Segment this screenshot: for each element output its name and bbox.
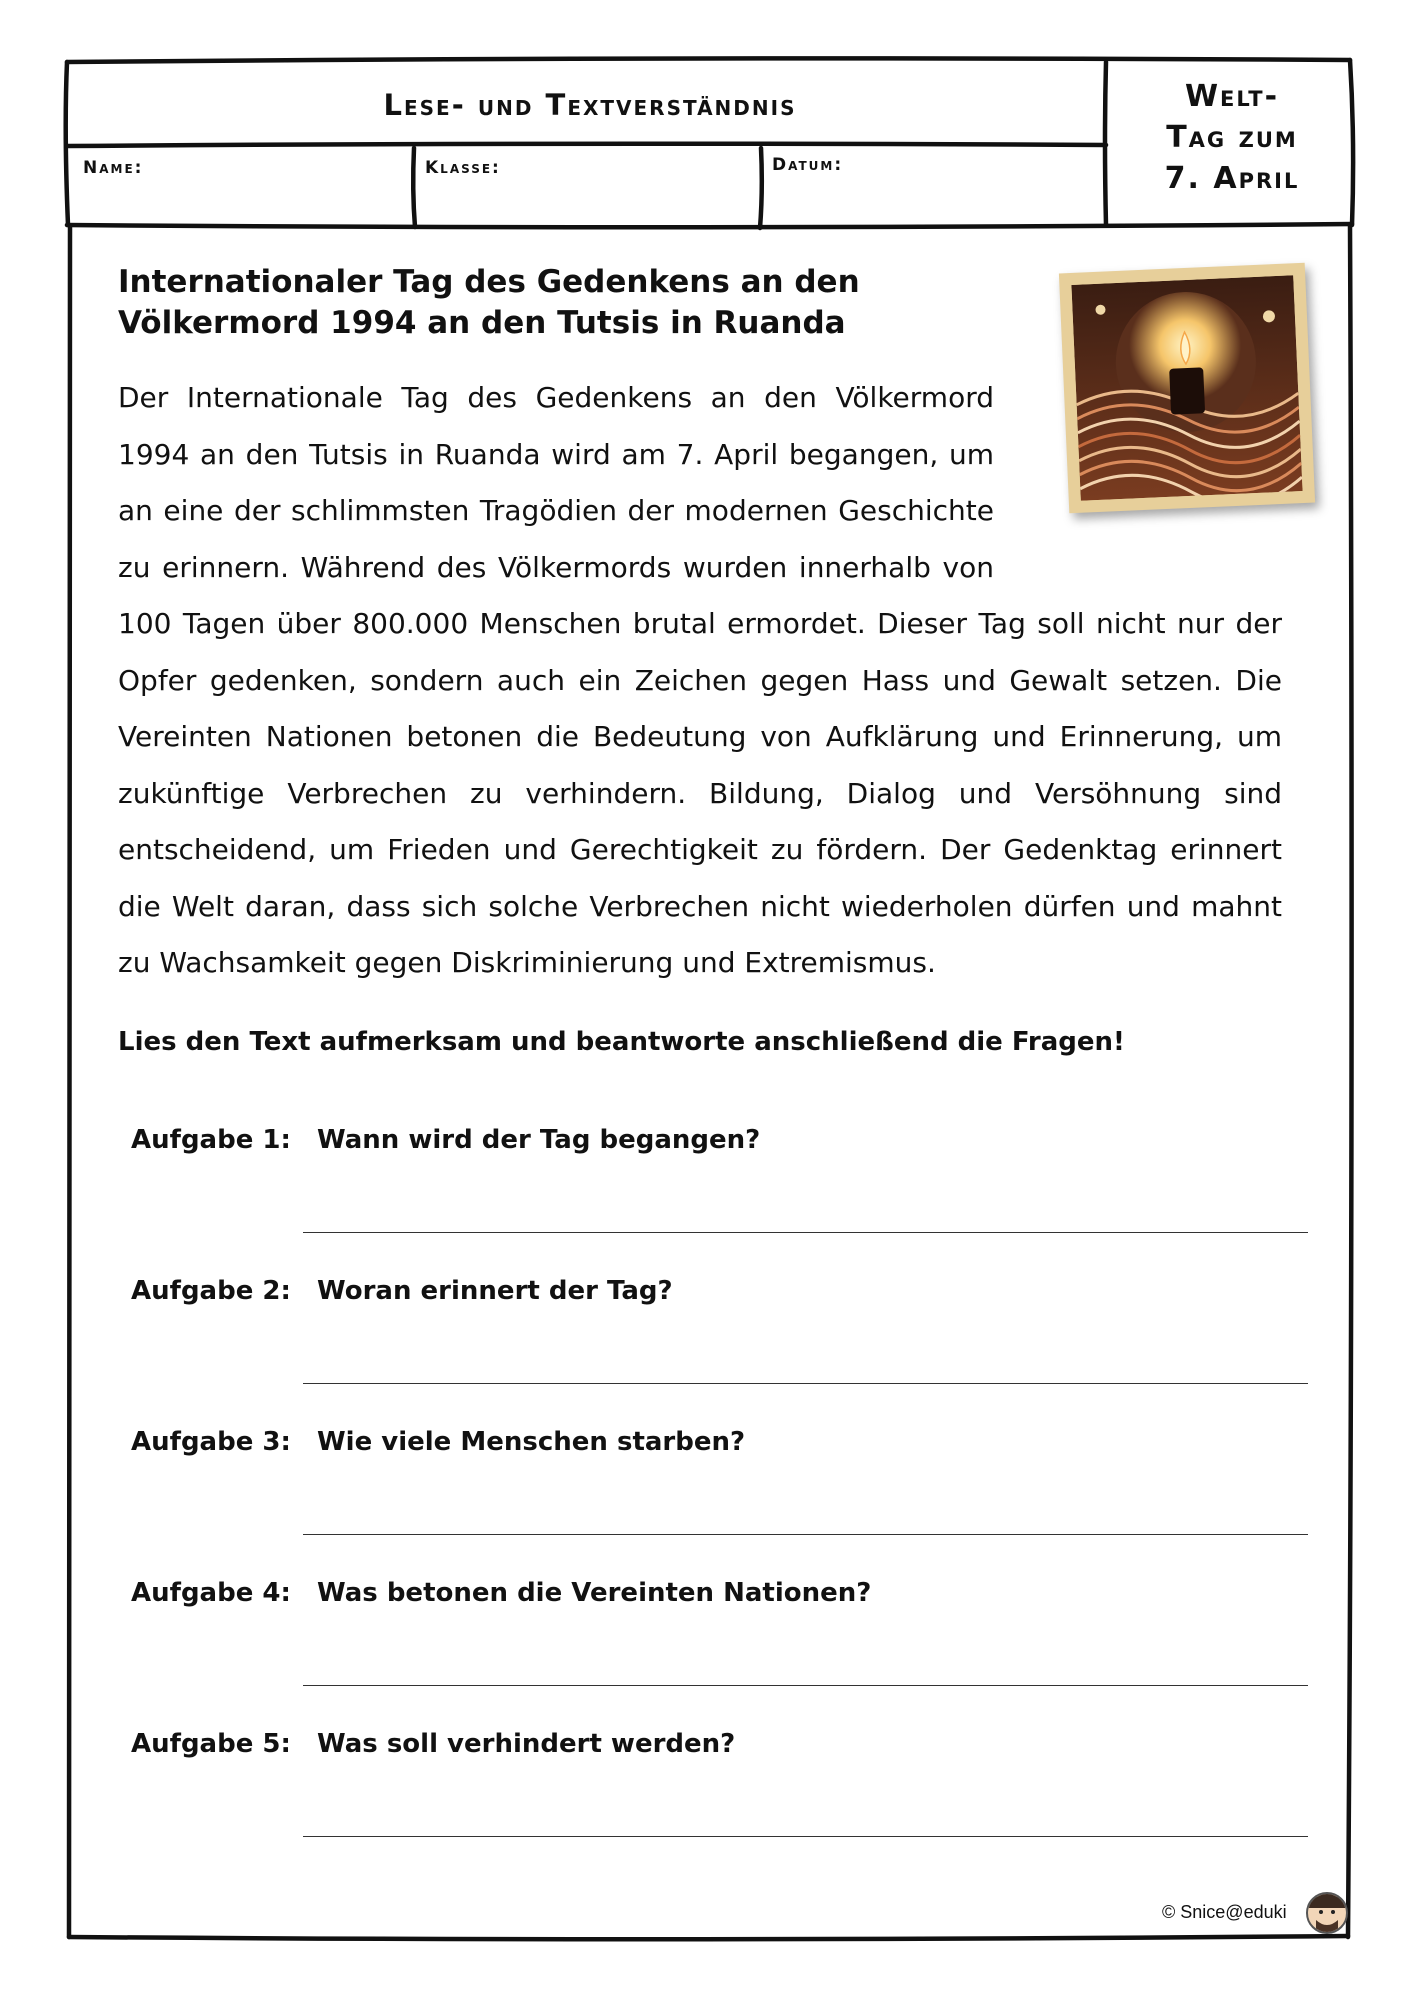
name-field-label: Name: [83,158,144,178]
task-question-1: Wann wird der Tag begangen? [317,1125,761,1155]
article-body [118,370,1282,992]
answer-line-3[interactable] [303,1534,1308,1535]
day-badge [1112,76,1352,199]
date-field-label: Datum: [772,155,844,175]
article-body-text: Der Internationale Tag des Gedenkens an den Völkermord 1994 an den Tutsis in Ruanda wird am 7. April begangen, um an eine der schlimmsten Tragödien der modernen Geschichte zu erinnern. Während des Völkermords wurden innerhalb von 100 Tagen über 800.000 Menschen brutal ermordet. Dieser Tag soll nicht nur der Opfer gedenken, sondern auch ein Zeichen gegen Hass und Gewalt setzen. Die Vereinten Nationen betonen die Bedeutung von Aufklärung und Erinnerung, um zukünftige Verbrechen zu verhindern. Bildung, Dialog und Versöhnung sind entscheidend, um Frieden und Gerechtigkeit zu fördern. Der Gedenktag erinnert die Welt daran, dass sich solche Verbrechen nicht wiederholen dürfen und mahnt zu Wachsamkeit gegen Diskriminierung und Extremismus. [118,381,1282,979]
answer-line-4[interactable] [303,1685,1308,1686]
article-title [118,262,1018,344]
copyright-credit: © Snice@eduki [1162,1902,1287,1922]
task-question-4: Was betonen die Vereinten Nationen? [317,1578,872,1608]
day-badge-line2: Tag zum [1166,120,1298,155]
instruction-text: Lies den Text aufmerksam und beantworte anschließend die Fragen! [118,1027,1125,1057]
task-question-5: Was soll verhindert werden? [317,1729,736,1759]
task-label-1: Aufgabe 1: [131,1125,291,1155]
answer-line-2[interactable] [303,1383,1308,1384]
author-avatar-icon [1306,1892,1348,1934]
worksheet-type-title: Lese- und Textverständnis [383,88,797,122]
task-label-2: Aufgabe 2: [131,1276,291,1306]
image-spacer [994,370,1282,540]
answer-line-1[interactable] [303,1232,1308,1233]
task-question-2: Woran erinnert der Tag? [317,1276,673,1306]
task-label-5: Aufgabe 5: [131,1729,291,1759]
day-badge-line1: Welt- [1184,79,1280,114]
answer-line-5[interactable] [303,1836,1308,1837]
day-badge-line3: 7. April [1164,161,1300,196]
task-question-3: Wie viele Menschen starben? [317,1427,746,1457]
task-label-4: Aufgabe 4: [131,1578,291,1608]
article-title-line1: Internationaler Tag des Gedenkens an den [118,264,860,300]
class-field-label: Klasse: [425,158,501,178]
task-label-3: Aufgabe 3: [131,1427,291,1457]
article-title-line2: Völkermord 1994 an den Tutsis in Ruanda [118,305,846,341]
